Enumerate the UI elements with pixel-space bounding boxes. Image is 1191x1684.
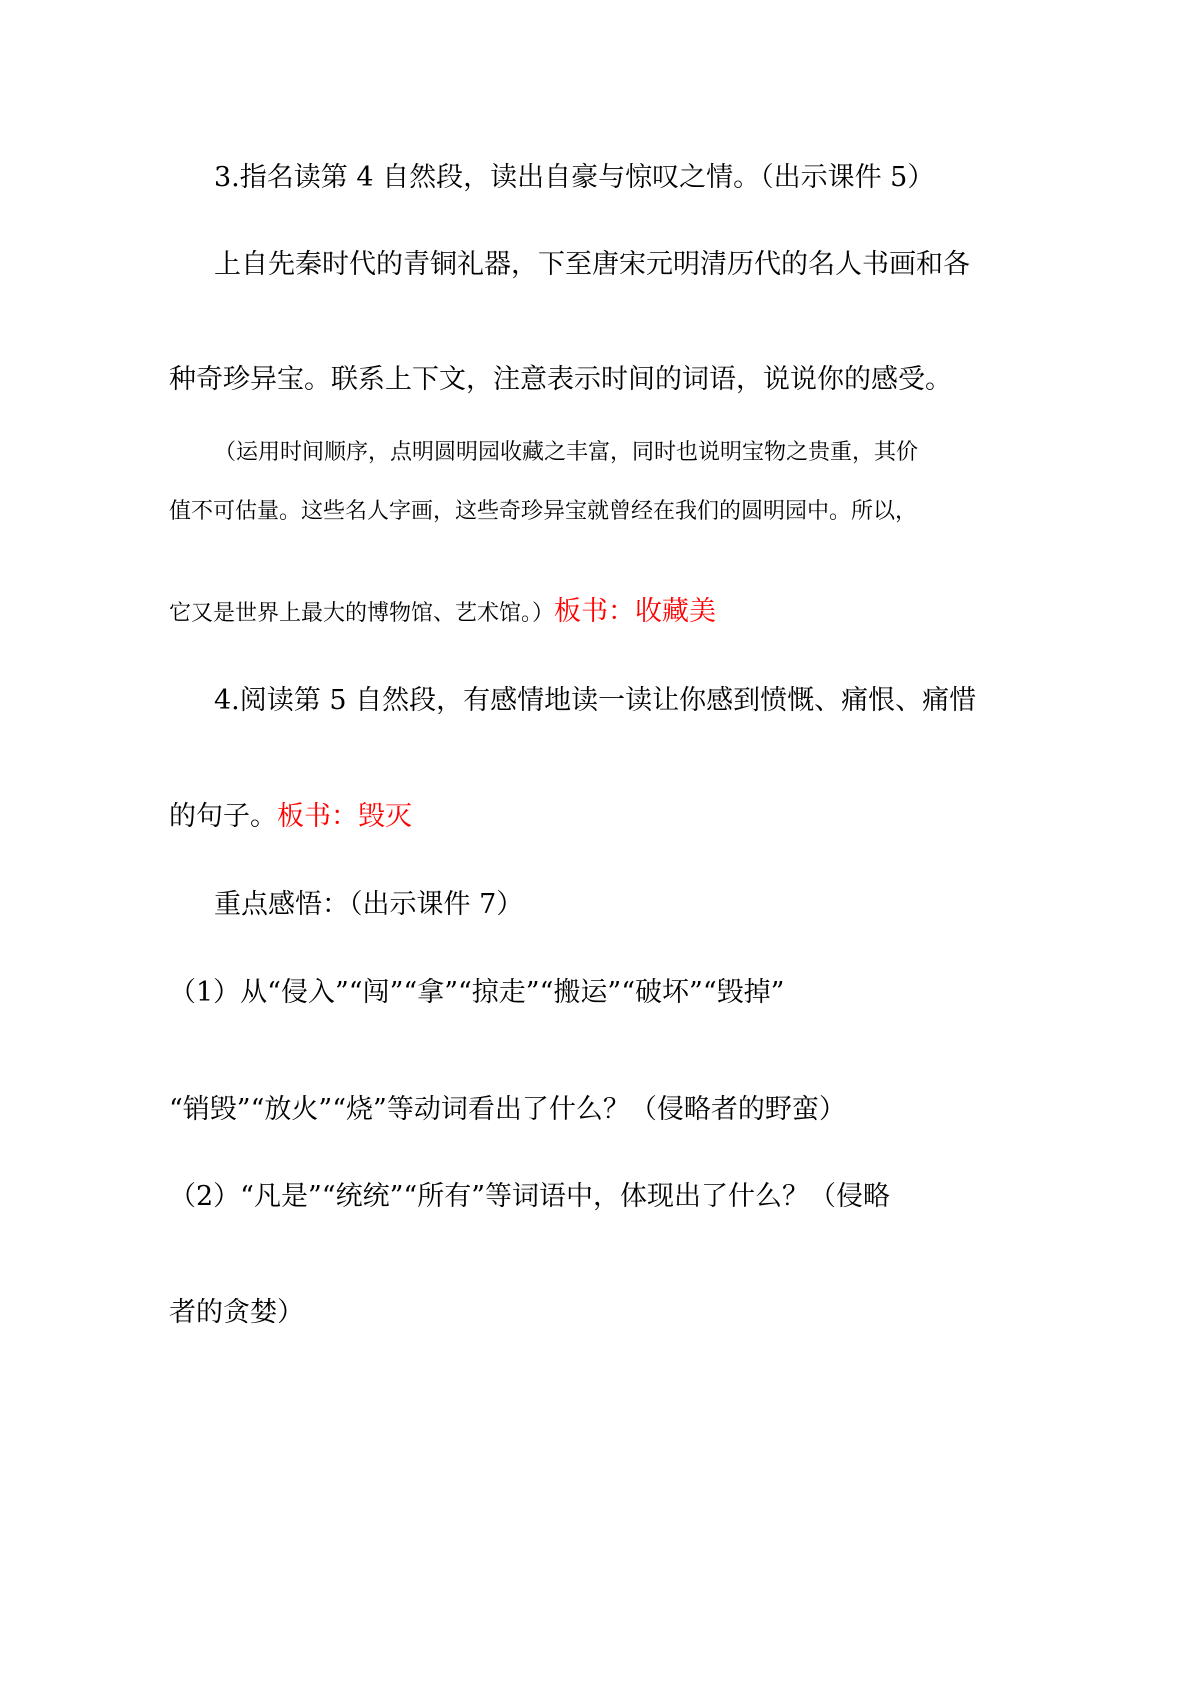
board-note-collection: 板书：收藏美: [554, 596, 717, 627]
annotation-line: （运用时间顺序，点明圆明园收藏之丰富，同时也说明宝物之贵重，其价: [214, 440, 919, 465]
question-1-line: “销毁”“放火”“烧”等动词看出了什么？（侵略者的野蛮）: [169, 1094, 846, 1125]
question-1-line: （1）从“侵入”“闯”“拿”“掠走”“搬运”“破坏”“毁掉”: [169, 977, 785, 1008]
annotation-text: 它又是世界上最大的博物馆、艺术馆。）: [169, 601, 555, 626]
paragraph-line: 种奇珍异宝。联系上下文，注意表示时间的词语，说说你的感受。: [169, 364, 952, 395]
annotation-line: 值不可估量。这些名人字画，这些奇珍异宝就曾经在我们的圆明园中。所以，: [169, 499, 918, 524]
paragraph-step-3: 3.指名读第 4 自然段，读出自豪与惊叹之情。（出示课件 5）: [214, 162, 935, 193]
paragraph-key-insight: 重点感悟：（出示课件 7）: [214, 889, 524, 920]
question-2-line: （2）“凡是”“统统”“所有”等词语中，体现出了什么？（侵略: [169, 1181, 890, 1212]
paragraph-step-4: 4.阅读第 5 自然段，有感情地读一读让你感到愤慨、痛恨、痛惜: [214, 685, 977, 716]
question-2-line: 者的贪婪）: [169, 1297, 304, 1328]
paragraph-text: 的句子。: [169, 801, 277, 832]
board-note-destruction: 板书：毁灭: [277, 801, 412, 832]
paragraph-line-with-board: [169, 803, 412, 830]
annotation-line-with-board: [169, 598, 716, 625]
paragraph-line: 上自先秦时代的青铜礼器，下至唐宋元明清历代的名人书画和各: [214, 249, 970, 280]
